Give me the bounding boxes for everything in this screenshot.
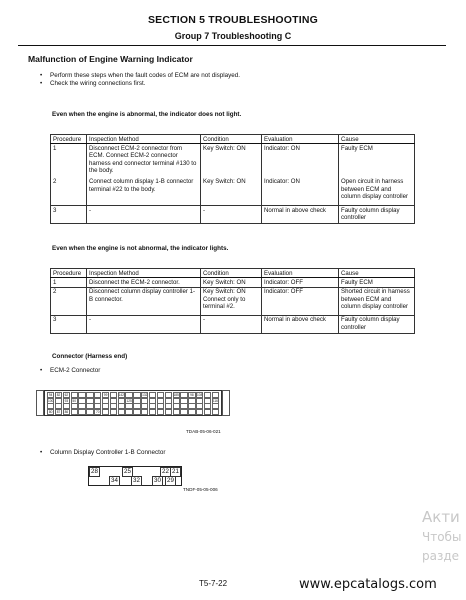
table-row xyxy=(51,315,415,333)
ecm-pin-cell: 108 xyxy=(197,393,203,397)
ecm-pin-cell xyxy=(173,409,180,415)
ecm-pin-cell xyxy=(125,409,132,415)
troubleshooting-table-2 xyxy=(50,268,415,334)
ecm-pin-cell: 98 xyxy=(190,393,194,397)
cell: Indicator: OFF xyxy=(262,287,339,315)
col-header: Evaluation xyxy=(262,269,339,278)
ecm-pin-cell xyxy=(188,409,195,415)
col-header: Condition xyxy=(201,135,262,144)
cell: Key Switch: ON xyxy=(201,144,262,178)
col-header: Inspection Method xyxy=(87,135,201,144)
cell: Connect column display 1-B connector terminal #22 to the body. xyxy=(87,178,201,206)
ecm-pin-cell: 116 xyxy=(212,398,218,403)
cell: - xyxy=(201,206,262,224)
cell: Disconnect the ECM-2 connector. xyxy=(87,278,201,287)
ecm-pin-cell: 87 xyxy=(56,409,61,414)
ecm-pin-cell: 80 xyxy=(48,409,53,414)
header-rule xyxy=(18,45,446,46)
ecm-pin-cell: 94 xyxy=(48,393,53,397)
page-number: T5-7-22 xyxy=(199,579,228,588)
overlay-text: Акти xyxy=(422,508,460,526)
troubleshooting-table-1 xyxy=(50,134,415,224)
pin-cell: 28 xyxy=(89,467,100,477)
overlay-text: разде xyxy=(422,549,460,563)
table-row xyxy=(51,178,415,206)
page-heading: Malfunction of Engine Warning Indicator xyxy=(28,54,193,64)
cell: Disconnect column display controller 1-B connector. xyxy=(87,287,201,315)
ecm-pin-cell xyxy=(118,409,125,415)
ecm-connector-label: • ECM-2 Connector xyxy=(40,367,100,374)
ecm-side-right xyxy=(222,390,230,416)
column-display-figure-code: TNDF-05-05-006 xyxy=(183,487,218,492)
ecm-pin-cell xyxy=(102,409,109,415)
ecm-pin-cell xyxy=(133,409,140,415)
pin-cell: 32 xyxy=(131,476,142,486)
ecm-pin-cell: 125 xyxy=(126,398,132,403)
ecm-connector-diagram xyxy=(44,390,222,416)
cell: Normal in above check xyxy=(262,206,339,224)
pin-cell: 30 xyxy=(152,476,163,486)
ecm-pin-cell: 93 xyxy=(64,398,69,403)
cell: Faulty ECM xyxy=(339,144,415,178)
table-row xyxy=(51,287,415,315)
col-header: Procedure xyxy=(51,269,87,278)
cell: Key Switch: ON Connect only to terminal #2. xyxy=(201,287,262,315)
pin-cell: 21 xyxy=(170,467,181,477)
instruction-list xyxy=(40,72,250,89)
col-header: Evaluation xyxy=(262,135,339,144)
cell: 2 xyxy=(51,178,87,206)
ecm-pin-cell: 142 xyxy=(118,393,124,397)
ecm-side-left xyxy=(36,390,44,416)
cell: 2 xyxy=(51,287,87,315)
cell: Disconnect ECM-2 connector from ECM. Connect ECM-2 connector harness end connector terminal #130 to the body. xyxy=(87,144,201,178)
ecm-pin-cell xyxy=(110,409,117,415)
ecm-row xyxy=(47,409,219,415)
ecm-pin-cell: 82 xyxy=(56,393,61,397)
ecm-pin-cell xyxy=(141,409,148,415)
col-header: Condition xyxy=(201,269,262,278)
ecm-pin-cell xyxy=(212,409,219,415)
ecm-pin-cell xyxy=(86,409,93,415)
cell: - xyxy=(201,315,262,333)
instruction-item: • Check the wiring connections first. xyxy=(40,80,250,88)
cell: 1 xyxy=(51,144,87,178)
col-header: Procedure xyxy=(51,135,87,144)
column-display-connector-diagram xyxy=(88,466,182,486)
watermark-url: www.epcatalogs.com xyxy=(299,577,437,592)
col-header: Inspection Method xyxy=(87,269,201,278)
pin-cell: 29 xyxy=(165,476,176,486)
ecm-pin-cell: 62 xyxy=(64,393,69,397)
table-header-row xyxy=(51,269,415,278)
cell: - xyxy=(87,315,201,333)
ecm-pin-cell: 50 xyxy=(72,398,76,403)
section-title: SECTION 5 TROUBLESHOOTING xyxy=(147,14,319,26)
pin-cell: 25 xyxy=(122,467,133,477)
ecm-pin-cell: 99 xyxy=(103,393,108,397)
ecm-pin-cell xyxy=(157,409,164,415)
ecm-pin-cell: 70 xyxy=(95,409,100,414)
table1-subtitle: Even when the engine is abnormal, the indicator does not light. xyxy=(52,111,242,118)
pin-cell: 34 xyxy=(109,476,120,486)
group-title: Group 7 Troubleshooting C xyxy=(174,31,292,41)
table-row xyxy=(51,206,415,224)
ecm-pin-cell xyxy=(165,409,172,415)
cell: Faulty column display controller xyxy=(339,315,415,333)
ecm-pin-cell xyxy=(196,409,203,415)
cell: Faulty column display controller xyxy=(339,206,415,224)
cell: Normal in above check xyxy=(262,315,339,333)
ecm-pin-cell xyxy=(78,409,85,415)
cell: Shorted circuit in harness between ECM and column display controller xyxy=(339,287,415,315)
cell: 1 xyxy=(51,278,87,287)
col-header: Cause xyxy=(339,269,415,278)
ecm-pin-cell: 185 xyxy=(173,393,179,397)
cell: Faulty ECM xyxy=(339,278,415,287)
connector-heading: Connector (Harness end) xyxy=(52,353,128,360)
table-header-row xyxy=(51,135,415,144)
ecm-pin-cell xyxy=(149,409,156,415)
column-display-connector-label: • Column Display Controller 1-B Connector xyxy=(40,449,166,456)
cell: 3 xyxy=(51,206,87,224)
cell: Open circuit in harness between ECM and column display controller xyxy=(339,178,415,206)
ecm-pin-cell xyxy=(180,409,187,415)
ecm-pin-cell xyxy=(71,409,78,415)
cell: Indicator: OFF xyxy=(262,278,339,287)
cell: Key Switch: ON xyxy=(201,278,262,287)
cell: Indicator: ON xyxy=(262,144,339,178)
table-row xyxy=(51,278,415,287)
ecm-pin-cell: 132 xyxy=(142,393,148,397)
ecm-pin-cell: 86 xyxy=(64,409,69,414)
instruction-item: • Perform these steps when the fault codes of ECM are not displayed. xyxy=(40,72,250,80)
cell: - xyxy=(87,206,201,224)
col-header: Cause xyxy=(339,135,415,144)
cell: 3 xyxy=(51,315,87,333)
cell: Indicator: ON xyxy=(262,178,339,206)
table-row xyxy=(51,144,415,178)
pin-cell: 22 xyxy=(160,467,171,477)
cell: Key Switch: ON xyxy=(201,178,262,206)
overlay-text: Чтобы xyxy=(422,530,462,544)
ecm-pin-cell: 100 xyxy=(48,398,54,403)
table2-subtitle: Even when the engine is not abnormal, the indicator lights. xyxy=(52,245,229,252)
ecm-pin-cell xyxy=(204,409,211,415)
ecm-figure-code: TDAB-05-06-021 xyxy=(186,429,221,434)
